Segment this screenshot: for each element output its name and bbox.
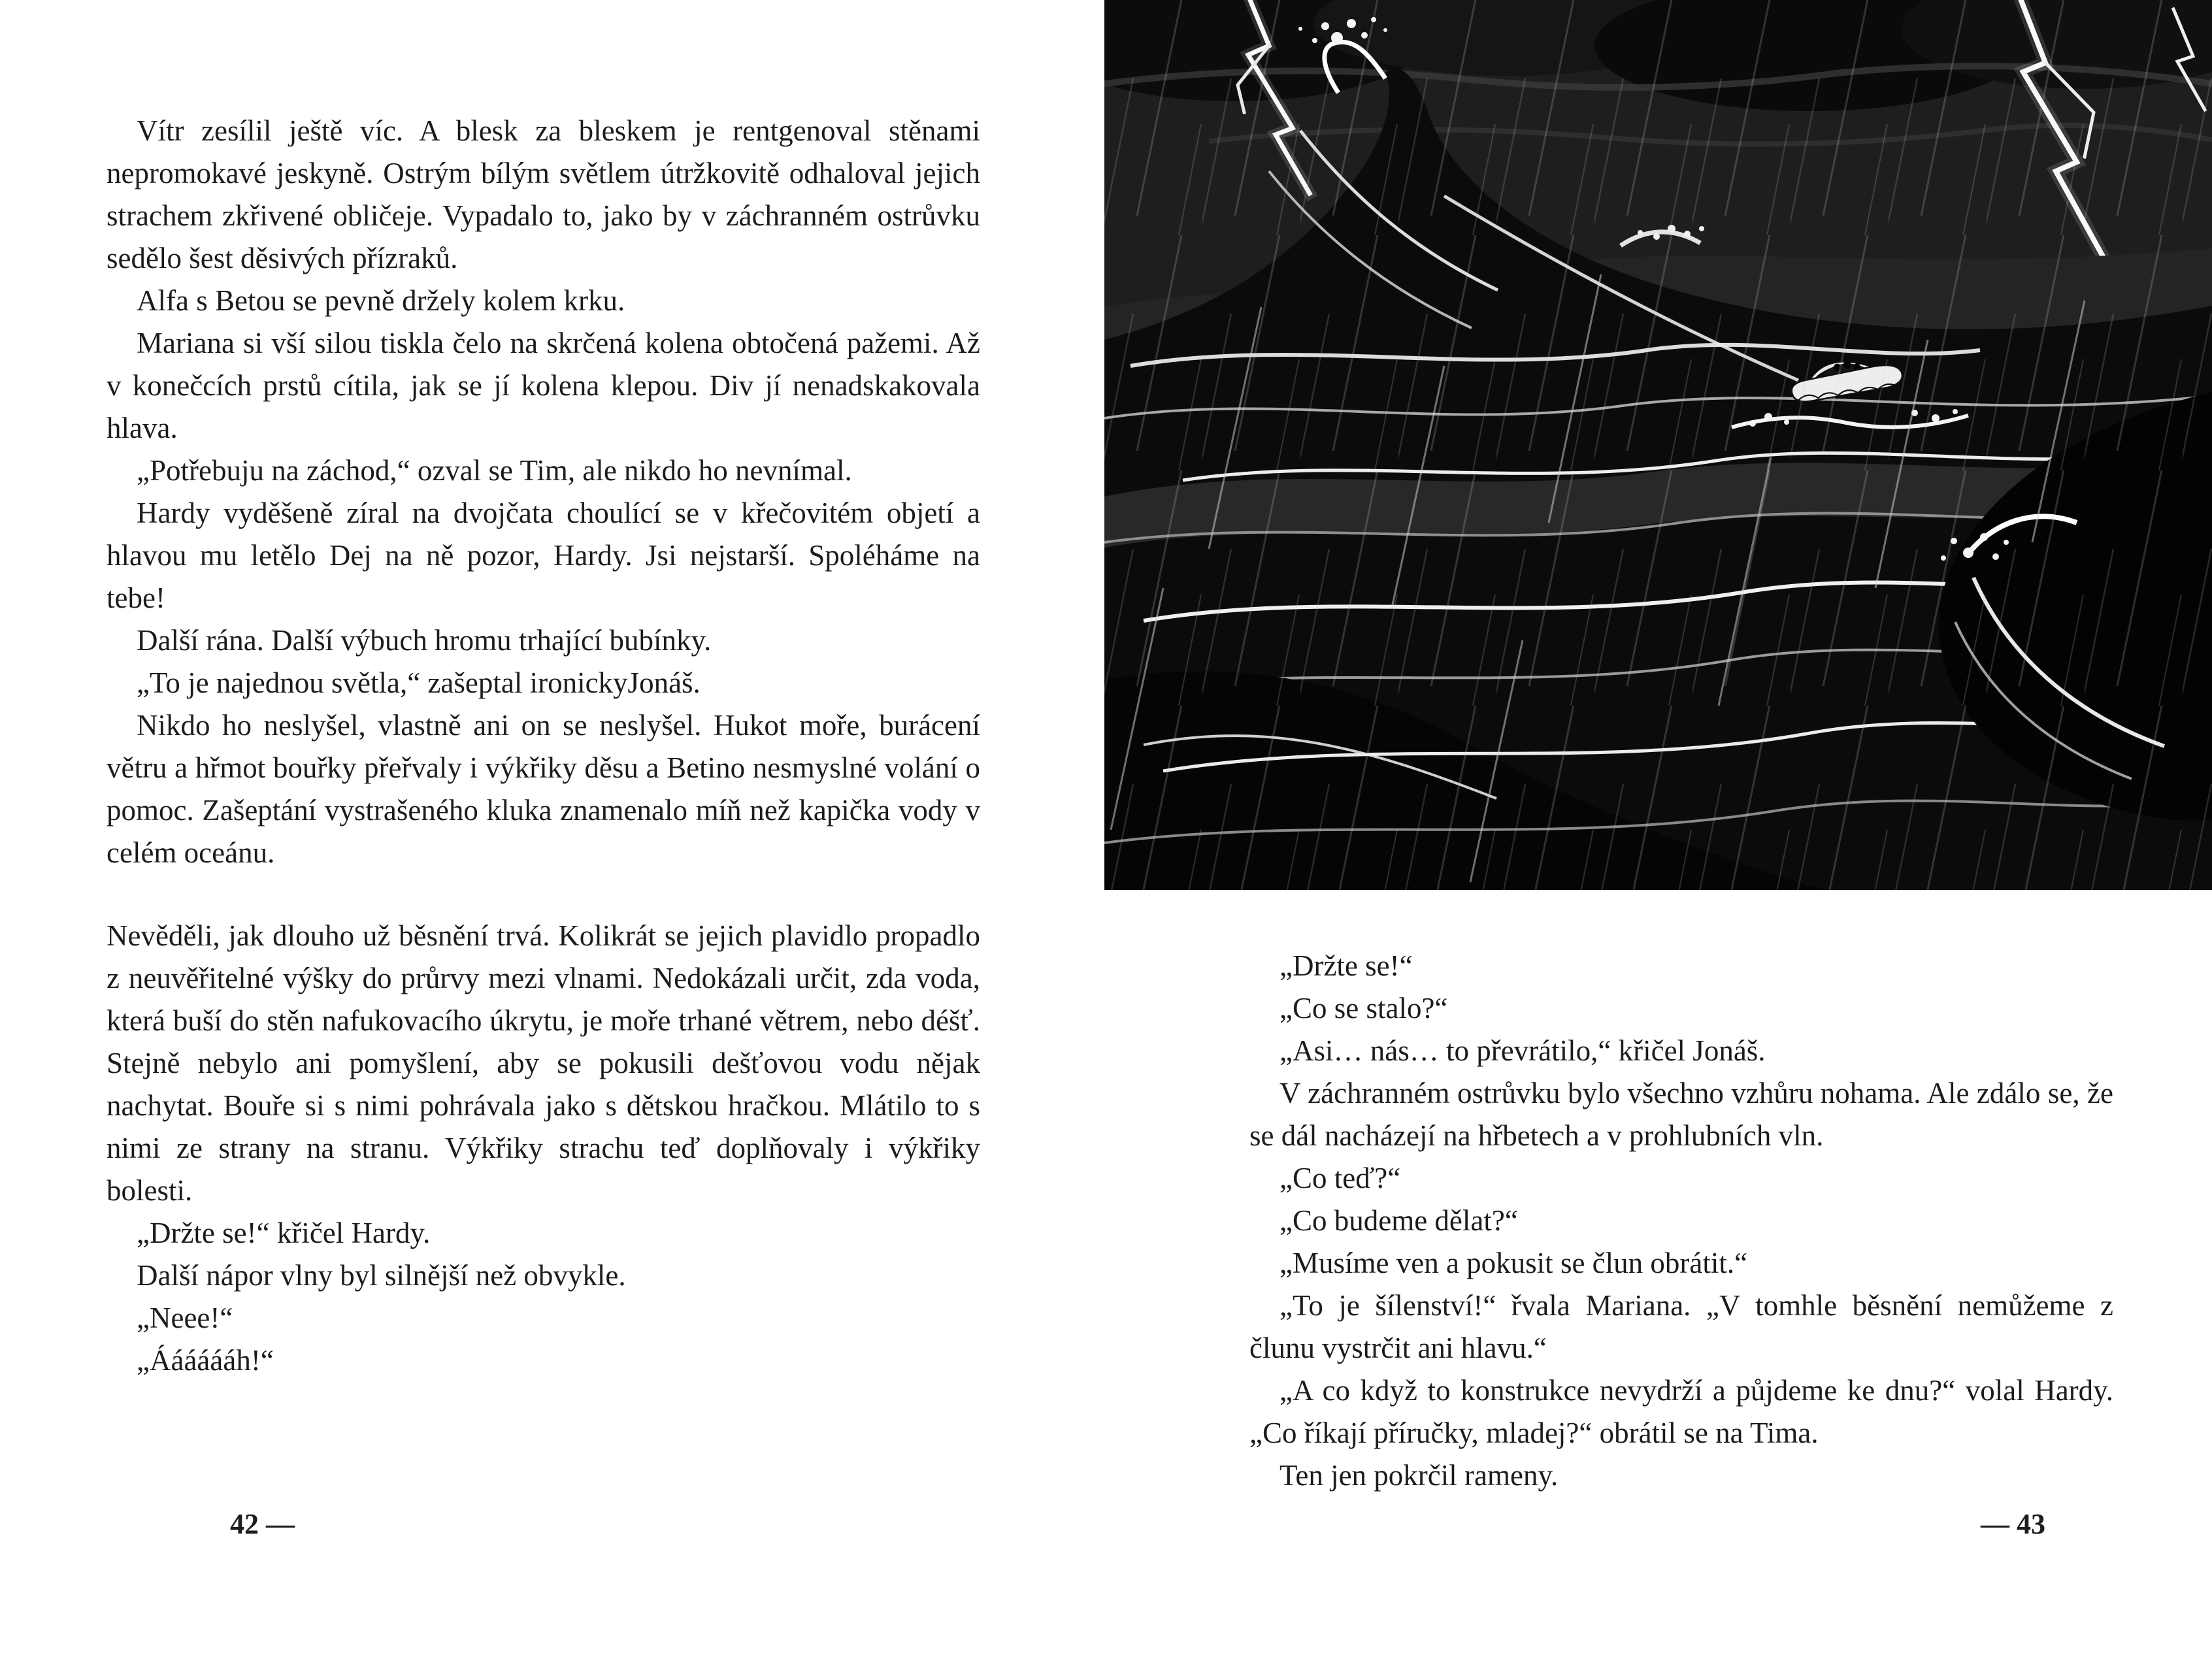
paragraph: Hardy vyděšeně zíral na dvojčata choulící se v křečovitém objetí a hlavou mu letělo Dej na ně pozor, Hardy. Jsi nejstarší. Spoléháme na tebe! [107,497,980,614]
paragraph: „To je najednou světla,“ zašeptal ironickyJonáš. [137,666,701,699]
paragraph: „Držte se!“ křičel Hardy. [137,1217,431,1249]
storm-illustration-svg [1104,0,2212,890]
page-number-right: — 43 [1981,1508,2045,1540]
paragraph: „Asi… nás… to převrátilo,“ křičel Jonáš. [1279,1034,1766,1067]
paragraph: „Musíme ven a pokusit se člun obrátit.“ [1279,1247,1748,1279]
paragraph: Mariana si vší silou tiskla čelo na skrčená kolena obtočená pažemi. Až v konečcích prstů cítila, jak se jí kolena klepou. Div jí nenadskakovala hlava. [107,327,980,444]
left-page-text [107,110,980,1382]
storm-illustration [1104,0,2212,890]
paragraph: Ten jen pokrčil rameny. [1279,1459,1559,1492]
paragraph: „Co teď?“ [1279,1162,1401,1194]
paragraph: Alfa s Betou se pevně držely kolem krku. [137,284,625,317]
paragraph: Další nápor vlny byl silnější než obvykle. [137,1259,626,1292]
paragraph: „Potřebuju na záchod,“ ozval se Tim, ale nikdo ho nevnímal. [137,454,852,487]
paragraph: Nikdo ho neslyšel, vlastně ani on se neslyšel. Hukot moře, burácení větru a hřmot bouřky přeřvaly i výkřiky děsu a Betino nesmyslné volání o pomoc. Zašeptání vystrašeného kluka znamenalo míň než kapička vody v celém oceánu. [107,709,980,869]
paragraph: Nevěděli, jak dlouho už běsnění trvá. Kolikrát se jejich plavidlo propadlo z neuvěřitelné výšky do průrvy mezi vlnami. Nedokázali určit, zda voda, která buší do stěn nafukovacího úkrytu, je moře trhané větrem, nebo déšť. Stejně nebylo ani pomyšlení, aby se pokusili dešťovou vodu nějak nachytat. Bouře si s nimi pohrávala jako s dětskou hračkou. Mlátilo to s nimi ze strany na stranu. Výkřiky strachu teď doplňovaly i výkřiky bolesti. [107,919,980,1207]
paragraph: „Co budeme dělat?“ [1279,1204,1518,1237]
paragraph: „A co když to konstrukce nevydrží a půjdeme ke dnu?“ volal Hardy. „Co říkají příručky, mladej?“ obrátil se na Tima. [1249,1374,2113,1449]
page-number-left: 42 — [230,1508,295,1540]
paragraph: V záchranném ostrůvku bylo všechno vzhůru nohama. Ale zdálo se, že se dál nacházejí na hřbetech a v prohlubních vln. [1249,1077,2113,1152]
rain-overlay [1104,0,2212,890]
paragraph: Další rána. Další výbuch hromu trhající bubínky. [137,624,712,657]
paragraph: „Ááááááh!“ [137,1344,274,1377]
right-page-text [1249,945,2113,1497]
paragraph: Vítr zesílil ještě víc. A blesk za bleskem je rentgenoval stěnami nepromokavé jeskyně. Ostrým bílým světlem útržkovitě odhaloval jejich strachem zkřivené obličeje. Vypadalo to, jako by v záchranném ostrůvku sedělo šest děsivých přízraků. [107,114,980,274]
paragraph: „To je šílenství!“ řvala Mariana. „V tomhle běsnění nemůžeme z člunu vystrčit ani hlavu.“ [1249,1289,2113,1364]
paragraph: „Co se stalo?“ [1279,992,1448,1025]
paragraph: „Držte se!“ [1279,949,1413,982]
paragraph: „Neee!“ [137,1302,233,1334]
